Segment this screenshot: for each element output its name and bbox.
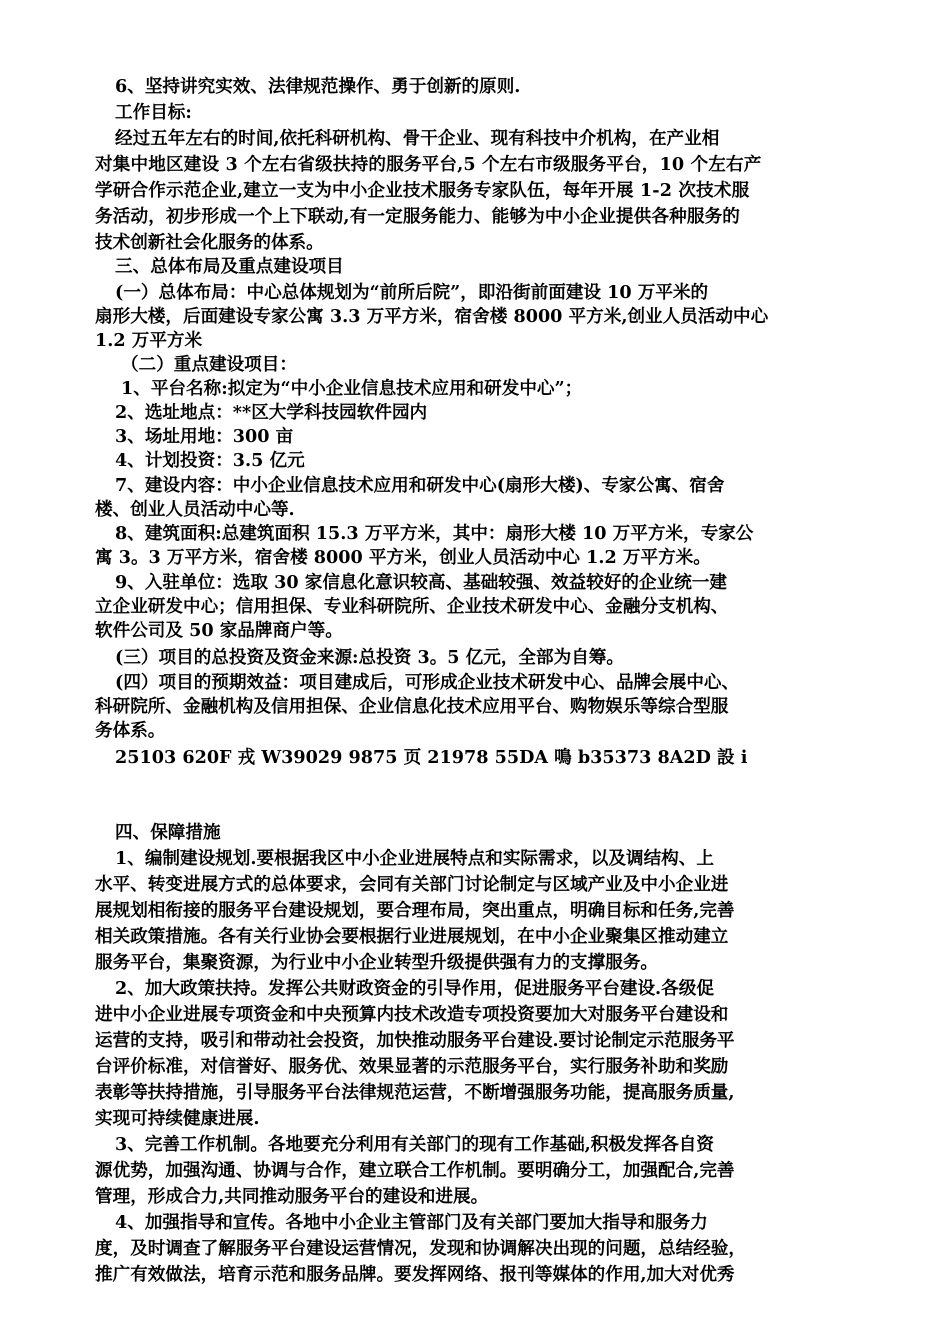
text-line: (一）总体布局：中心总体规划为“前所后院”，即沿街前面建设 10 万平米的: [115, 282, 709, 303]
text-line: 展规划相衔接的服务平台建设规划，要合理布局，突出重点，明确目标和任务,完善: [95, 900, 735, 921]
text-line: 台评价标准，对信誉好、服务优、效果显著的示范服务平台，实行服务补助和奖励: [95, 1056, 729, 1077]
text-line: 9、入驻单位：选取 30 家信息化意识较高、基础较强、效益较好的企业统一建: [115, 572, 727, 593]
text-line: 扇形大楼，后面建设专家公寓 3.3 万平方米，宿舍楼 8000 平方米,创业人员活动中心: [95, 306, 769, 327]
text-line: 经过五年左右的时间,依托科研机构、骨干企业、现有科技中介机构，在产业相: [115, 128, 720, 149]
text-line: 源优势，加强沟通、协调与合作，建立联合工作机制。要明确分工，加强配合,完善: [95, 1160, 735, 1181]
text-line: 1、编制建设规划.要根据我区中小企业进展特点和实际需求，以及调结构、上: [115, 848, 714, 869]
text-line: 1、平台名称:拟定为“中小企业信息技术应用和研发中心”；: [121, 378, 583, 399]
text-line: 寓 3。3 万平方米，宿舍楼 8000 平方米，创业人员活动中心 1.2 万平方米。: [95, 547, 711, 568]
text-line: 推广有效做法，培育示范和服务品牌。要发挥网络、报刊等媒体的作用,加大对优秀: [95, 1264, 735, 1285]
text-line: 8、建筑面积:总建筑面积 15.3 万平方米，其中：扇形大楼 10 万平方米，专家公: [115, 523, 754, 544]
text-line: 3、完善工作机制。各地要充分利用有关部门的现有工作基础,积极发挥各自资: [115, 1134, 714, 1155]
text-line: 务活动，初步形成一个上下联动,有一定服务能力、能够为中小企业提供各种服务的: [95, 206, 741, 227]
text-line: 管理，形成合力,共同推动服务平台的建设和进展。: [95, 1186, 489, 1207]
text-line: 运营的支持，吸引和带动社会投资，加快推动服务平台建设.要讨论制定示范服务平: [95, 1030, 735, 1051]
text-line: 3、场址用地：300 亩: [115, 426, 294, 447]
text-line: 度，及时调查了解服务平台建设运营情况，发现和协调解决出现的问题，总结经验，: [95, 1238, 746, 1259]
text-line: 实现可持续健康进展.: [95, 1108, 260, 1129]
text-line: 科研院所、金融机构及信用担保、企业信息化技术应用平台、购物娱乐等综合型服: [95, 696, 729, 717]
encoded-text-line: 25103 620F 戎 W39029 9875 页 21978 55DA 鳴 b35373 8A2D 設 i: [115, 747, 748, 768]
section-heading: 四、保障措施: [115, 822, 221, 843]
text-line: 进中小企业进展专项资金和中央预算内技术改造专项投资要加大对服务平台建设和: [95, 1004, 729, 1025]
text-line: 2、选址地点：**区大学科技园软件园内: [115, 402, 428, 423]
text-line: 4、计划投资：3.5 亿元: [115, 450, 305, 471]
text-line: 6、坚持讲究实效、法律规范操作、勇于创新的原则.: [115, 76, 521, 97]
text-line: (三）项目的总投资及资金来源:总投资 3。5 亿元，全部为自筹。: [115, 647, 624, 668]
text-line: 软件公司及 50 家品牌商户等。: [95, 620, 343, 641]
text-line: 技术创新社会化服务的体系。: [95, 232, 324, 253]
text-line: 1.2 万平方米: [95, 330, 203, 351]
text-line: 对集中地区建设 3 个左右省级扶持的服务平台,5 个左右市级服务平台，10 个左右产: [95, 154, 762, 175]
text-line: 相关政策措施。各有关行业协会要根据行业进展规划，在中小企业聚集区推动建立: [95, 926, 729, 947]
text-line: 4、加强指导和宣传。各地中小企业主管部门及有关部门要加大指导和服务力: [115, 1212, 708, 1233]
text-line: 2、加大政策扶持。发挥公共财政资金的引导作用，促进服务平台建设.各级促: [115, 978, 714, 999]
text-line: (四）项目的预期效益：项目建成后，可形成企业技术研发中心、品牌会展中心、: [115, 672, 740, 693]
subsection-heading: （二）重点建设项目：: [121, 354, 297, 375]
text-line: 服务平台，集聚资源，为行业中小企业转型升级提供强有力的支撑服务。: [95, 952, 659, 973]
text-line: 学研合作示范企业,建立一支为中小企业技术服务专家队伍，每年开展 1-2 次技术服: [95, 180, 750, 201]
text-line: 工作目标:: [115, 102, 192, 123]
text-line: 楼、创业人员活动中心等.: [95, 499, 295, 520]
section-heading: 三、总体布局及重点建设项目: [115, 256, 344, 277]
text-line: 立企业研发中心；信用担保、专业科研院所、企业技术研发中心、金融分支机构、: [95, 596, 729, 617]
text-line: 务体系。: [95, 720, 166, 741]
text-line: 表彰等扶持措施，引导服务平台法律规范运营，不断增强服务功能，提高服务质量,: [95, 1082, 735, 1103]
text-line: 水平、转变进展方式的总体要求，会同有关部门讨论制定与区域产业及中小企业进: [95, 874, 729, 895]
text-line: 7、建设内容：中小企业信息技术应用和研发中心(扇形大楼)、专家公寓、宿舍: [115, 475, 725, 496]
